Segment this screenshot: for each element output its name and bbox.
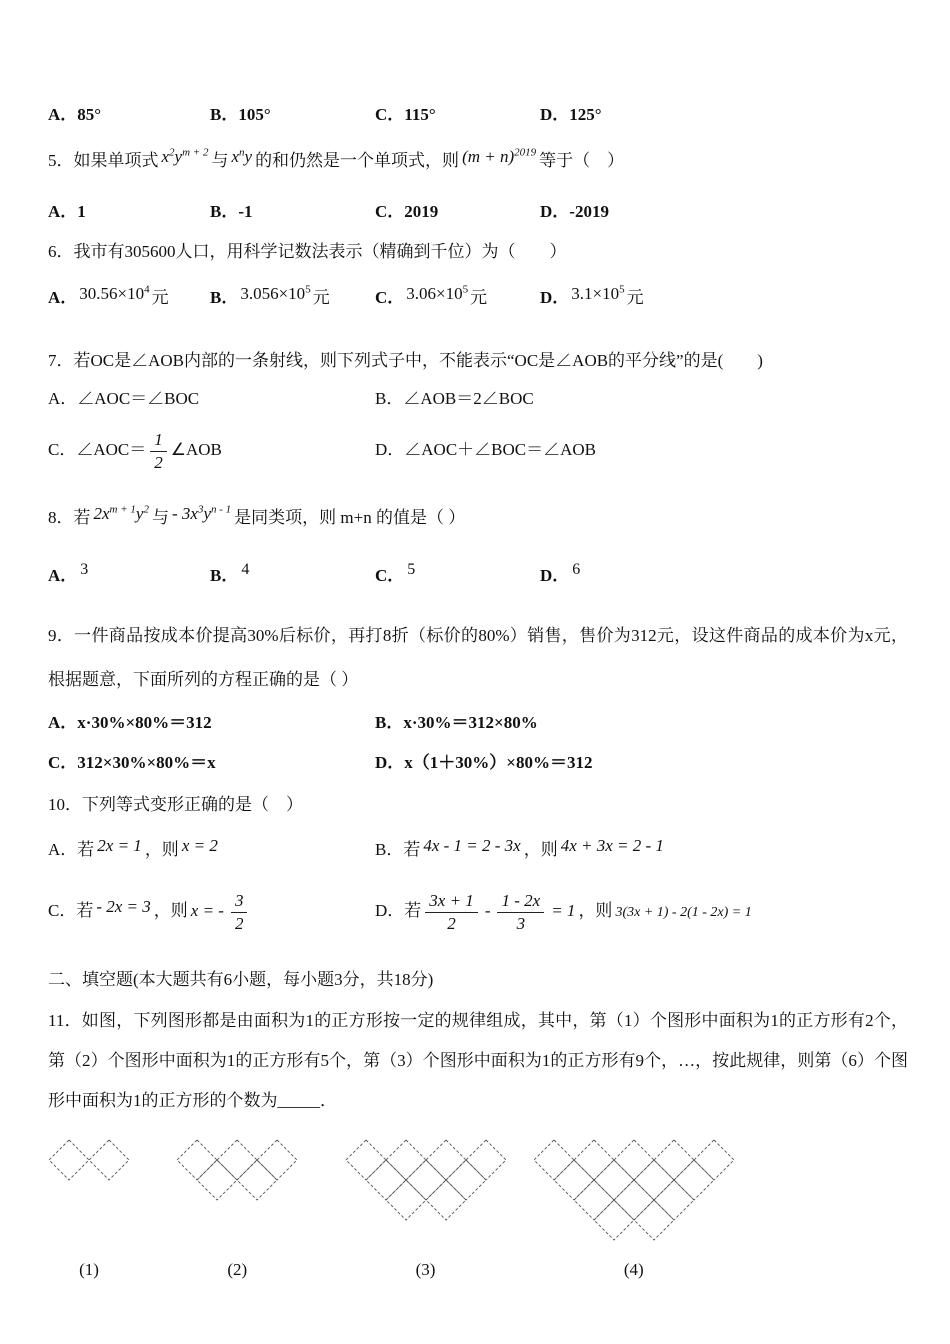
q5-option-b: B．-1 bbox=[210, 201, 253, 221]
q5-option-a: A．1 bbox=[48, 201, 86, 221]
fraction-numerator: 3x + 1 bbox=[425, 891, 478, 913]
fraction-denominator: 2 bbox=[234, 913, 244, 933]
math-text: 30.56×10 bbox=[79, 284, 145, 304]
math-sup: m + 1 bbox=[109, 502, 136, 515]
q5-option-c: C．2019 bbox=[375, 201, 439, 221]
q4-option-c: C．115° bbox=[375, 105, 436, 124]
fraction-denominator: 2 bbox=[154, 452, 163, 472]
unit-label: 元 bbox=[151, 288, 169, 308]
q8-term-2 bbox=[172, 504, 231, 523]
question-7-stem bbox=[48, 348, 908, 374]
q5-text-1: 5．如果单项式 bbox=[48, 151, 159, 171]
question-10-stem bbox=[48, 792, 908, 818]
q7-option-c-post: ∠AOB bbox=[170, 440, 222, 460]
math-text: 3.06×10 bbox=[406, 284, 463, 304]
q10-c-eq2-pre: x = - bbox=[190, 900, 224, 920]
q10-option-c bbox=[48, 891, 375, 933]
q6-option-a bbox=[48, 285, 210, 311]
math-text: 3.056×10 bbox=[240, 284, 306, 304]
q10-d-pre: D．若 bbox=[375, 900, 422, 920]
q7-option-c-pre: C．∠AOC＝ bbox=[48, 440, 147, 460]
math-sup: n bbox=[239, 146, 245, 159]
q5-text-2: 与 bbox=[211, 151, 229, 171]
q10-c-pre: C．若 bbox=[48, 900, 94, 920]
q8-text-3: 是同类项，则 m+n 的值是（ ） bbox=[234, 507, 466, 527]
q6-option-b bbox=[210, 285, 375, 311]
q10-c-mid: ，则 bbox=[153, 900, 188, 920]
three-halves-fraction bbox=[231, 891, 248, 933]
q8-value-b: 4 bbox=[241, 560, 250, 578]
q4-option-a: A．85° bbox=[48, 105, 102, 124]
q4-option-d: D．125° bbox=[540, 105, 602, 124]
math-text: 3.1×10 bbox=[571, 284, 620, 304]
unit-label: 元 bbox=[626, 288, 644, 308]
q10-c-eq1: - 2x = 3 bbox=[96, 896, 151, 916]
question-4-options bbox=[48, 102, 908, 128]
q10-d-mid: ，则 bbox=[578, 900, 613, 920]
math-text: - 3x bbox=[171, 503, 198, 523]
question-8-options bbox=[48, 560, 908, 590]
pattern-svg bbox=[176, 1139, 298, 1201]
math-sup: m + 2 bbox=[182, 146, 209, 159]
section-2-header bbox=[48, 967, 908, 993]
question-6-stem bbox=[48, 239, 908, 265]
q10-a-mid: ，则 bbox=[144, 839, 179, 859]
q11-text: 11．如图，下列图形都是由面积为1的正方形按一定的规律组成，其中，第（1）个图形中面积为1的正方形有2个，第（2）个图形中面积为1的正方形有5个，第（3）个图形中面积为1的正方形有9个，…，按此规律，则第（6）个图形中面积为1的正方形的个数为_____． bbox=[48, 1011, 908, 1111]
fraction-3x-plus-1-over-2 bbox=[425, 891, 478, 933]
question-5-stem bbox=[48, 148, 908, 174]
figure-4-label: (4) bbox=[623, 1260, 644, 1280]
q9-option-b: B．x·30%＝312×80% bbox=[375, 712, 538, 732]
question-9-stem bbox=[48, 614, 908, 702]
question-11-stem bbox=[48, 1001, 908, 1121]
math-sup: n - 1 bbox=[210, 502, 232, 515]
math-text: y bbox=[174, 147, 183, 167]
fraction-denominator: 3 bbox=[516, 913, 526, 933]
sci-notation-b bbox=[240, 284, 310, 303]
sci-notation-c bbox=[406, 284, 468, 303]
q9-text: 9．一件商品按成本价提高30%后标价，再打8折（标价的80%）销售，售价为312元，设这件商品的成本价为x元，根据题意，下面所列的方程正确的是（ ） bbox=[48, 625, 908, 689]
figure-2-label: (2) bbox=[227, 1260, 248, 1280]
sci-notation-d bbox=[571, 284, 624, 303]
figure-1-label: (1) bbox=[79, 1260, 99, 1280]
q7-option-c bbox=[48, 430, 375, 472]
q5-option-d: D．-2019 bbox=[540, 201, 609, 221]
q8-option-a bbox=[48, 560, 210, 590]
math-text: y bbox=[203, 503, 211, 523]
q10-a-eq1: 2x = 1 bbox=[97, 835, 142, 855]
minus-sign: - bbox=[484, 900, 491, 920]
fraction-numerator: 1 bbox=[150, 430, 167, 452]
fraction-numerator: 3 bbox=[231, 891, 248, 913]
math-text: 2x bbox=[93, 503, 110, 523]
q7-option-a: A．∠AOC＝∠BOC bbox=[48, 389, 200, 409]
one-half-fraction bbox=[150, 430, 167, 472]
q9-option-c: C．312×30%×80%＝x bbox=[48, 752, 216, 772]
option-letter: D． bbox=[540, 288, 570, 308]
question-5-options bbox=[48, 199, 908, 225]
section-2-title: 二、填空题(本大题共有6小题，每小题3分，共18分) bbox=[48, 970, 434, 990]
math-sup: 4 bbox=[144, 283, 150, 296]
q10-option-b bbox=[375, 837, 908, 863]
math-sup: 2 bbox=[169, 146, 175, 159]
pattern-figure-1 bbox=[48, 1139, 130, 1243]
question-7-options-ab bbox=[48, 386, 908, 412]
q5-text-4: 等于（ ） bbox=[539, 151, 625, 171]
math-sup: 2 bbox=[143, 502, 149, 515]
option-letter: C． bbox=[375, 565, 405, 585]
q5-power-expression bbox=[462, 147, 536, 166]
q10-option-d bbox=[375, 891, 908, 933]
pattern-svg bbox=[533, 1139, 735, 1241]
unit-label: 元 bbox=[312, 288, 330, 308]
option-letter: A． bbox=[48, 565, 78, 585]
sci-notation-a bbox=[79, 284, 149, 303]
q10-b-pre: B．若 bbox=[375, 839, 421, 859]
q8-value-d: 6 bbox=[572, 560, 581, 578]
q10-b-eq1: 4x - 1 = 2 - 3x bbox=[423, 835, 521, 855]
q4-option-b: B．105° bbox=[210, 105, 271, 124]
q9-option-a: A．x·30%×80%＝312 bbox=[48, 712, 212, 732]
fraction-1-minus-2x-over-3 bbox=[497, 891, 544, 933]
q8-text-1: 8．若 bbox=[48, 507, 91, 527]
q10-a-eq2: x = 2 bbox=[181, 835, 218, 855]
pattern-svg bbox=[48, 1139, 130, 1181]
q9-option-d: D．x（1＋30%）×80%＝312 bbox=[375, 752, 593, 772]
question-10-options-ab bbox=[48, 837, 908, 863]
q10-b-mid: ，则 bbox=[523, 839, 558, 859]
q10-a-pre: A．若 bbox=[48, 839, 95, 859]
q6-option-c bbox=[375, 285, 540, 311]
figure-cell-2 bbox=[176, 1139, 298, 1283]
pattern-figure-3 bbox=[345, 1139, 507, 1243]
option-letter: B． bbox=[210, 288, 239, 308]
math-text: y bbox=[135, 503, 144, 523]
option-letter: C． bbox=[375, 288, 405, 308]
question-6-options bbox=[48, 285, 908, 311]
q8-option-d bbox=[540, 560, 908, 590]
figure-cell-3 bbox=[345, 1139, 507, 1283]
question-8-stem bbox=[48, 502, 908, 531]
unit-label: 元 bbox=[470, 288, 488, 308]
math-text: x bbox=[161, 147, 170, 167]
q5-monomial-2 bbox=[231, 147, 252, 166]
option-letter: D． bbox=[540, 565, 570, 585]
q5-monomial-1 bbox=[162, 147, 209, 166]
question-10-options-cd bbox=[48, 891, 908, 933]
math-sup: 5 bbox=[305, 283, 311, 296]
pattern-svg bbox=[345, 1139, 507, 1221]
math-sup: 3 bbox=[197, 502, 204, 515]
q8-value-a: 3 bbox=[80, 560, 89, 578]
pattern-figure-2 bbox=[176, 1139, 298, 1243]
q8-value-c: 5 bbox=[407, 560, 416, 578]
q8-option-b bbox=[210, 560, 375, 590]
fraction-denominator: 2 bbox=[447, 913, 456, 933]
question-9-options-ab bbox=[48, 710, 908, 736]
question-7-options-cd bbox=[48, 430, 908, 472]
q10-d-equals-1: = 1 bbox=[551, 900, 576, 920]
math-text: x bbox=[231, 147, 240, 167]
option-letter: B． bbox=[210, 565, 239, 585]
math-sup: 5 bbox=[462, 283, 469, 296]
question-9-options-cd bbox=[48, 750, 908, 776]
pattern-figure-4 bbox=[533, 1139, 735, 1243]
q8-option-c bbox=[375, 560, 540, 590]
q6-text: 6．我市有305600人口，用科学记数法表示（精确到千位）为（ ） bbox=[48, 242, 567, 262]
q10-text: 10．下列等式变形正确的是（ ） bbox=[48, 795, 303, 815]
q10-d-eq2: 3(3x + 1) - 2(1 - 2x) = 1 bbox=[615, 904, 752, 920]
figure-cell-4 bbox=[533, 1139, 735, 1283]
q7-option-b: B．∠AOB＝2∠BOC bbox=[375, 389, 534, 409]
math-sup: 5 bbox=[619, 283, 625, 296]
q5-text-3: 的和仍然是一个单项式，则 bbox=[255, 151, 460, 171]
fraction-numerator: 1 - 2x bbox=[497, 891, 544, 913]
q7-text: 7．若OC是∠AOB内部的一条射线，则下列式子中，不能表示“OC是∠AOB的平分线”的是( ) bbox=[48, 350, 763, 370]
q11-pattern-figures bbox=[48, 1139, 908, 1283]
q6-option-d bbox=[540, 285, 908, 311]
option-letter: A． bbox=[48, 288, 78, 308]
q10-b-eq2: 4x + 3x = 2 - 1 bbox=[560, 835, 664, 855]
q8-term-1 bbox=[94, 504, 149, 523]
math-text: (m + n) bbox=[462, 147, 515, 167]
math-sup: 2019 bbox=[514, 146, 537, 159]
q8-text-2: 与 bbox=[151, 507, 169, 527]
q7-option-d: D．∠AOC＋∠BOC＝∠AOB bbox=[375, 440, 597, 460]
math-text: y bbox=[244, 147, 253, 167]
figure-cell-1 bbox=[48, 1139, 130, 1283]
q10-option-a bbox=[48, 837, 375, 863]
figure-3-label: (3) bbox=[415, 1260, 436, 1280]
